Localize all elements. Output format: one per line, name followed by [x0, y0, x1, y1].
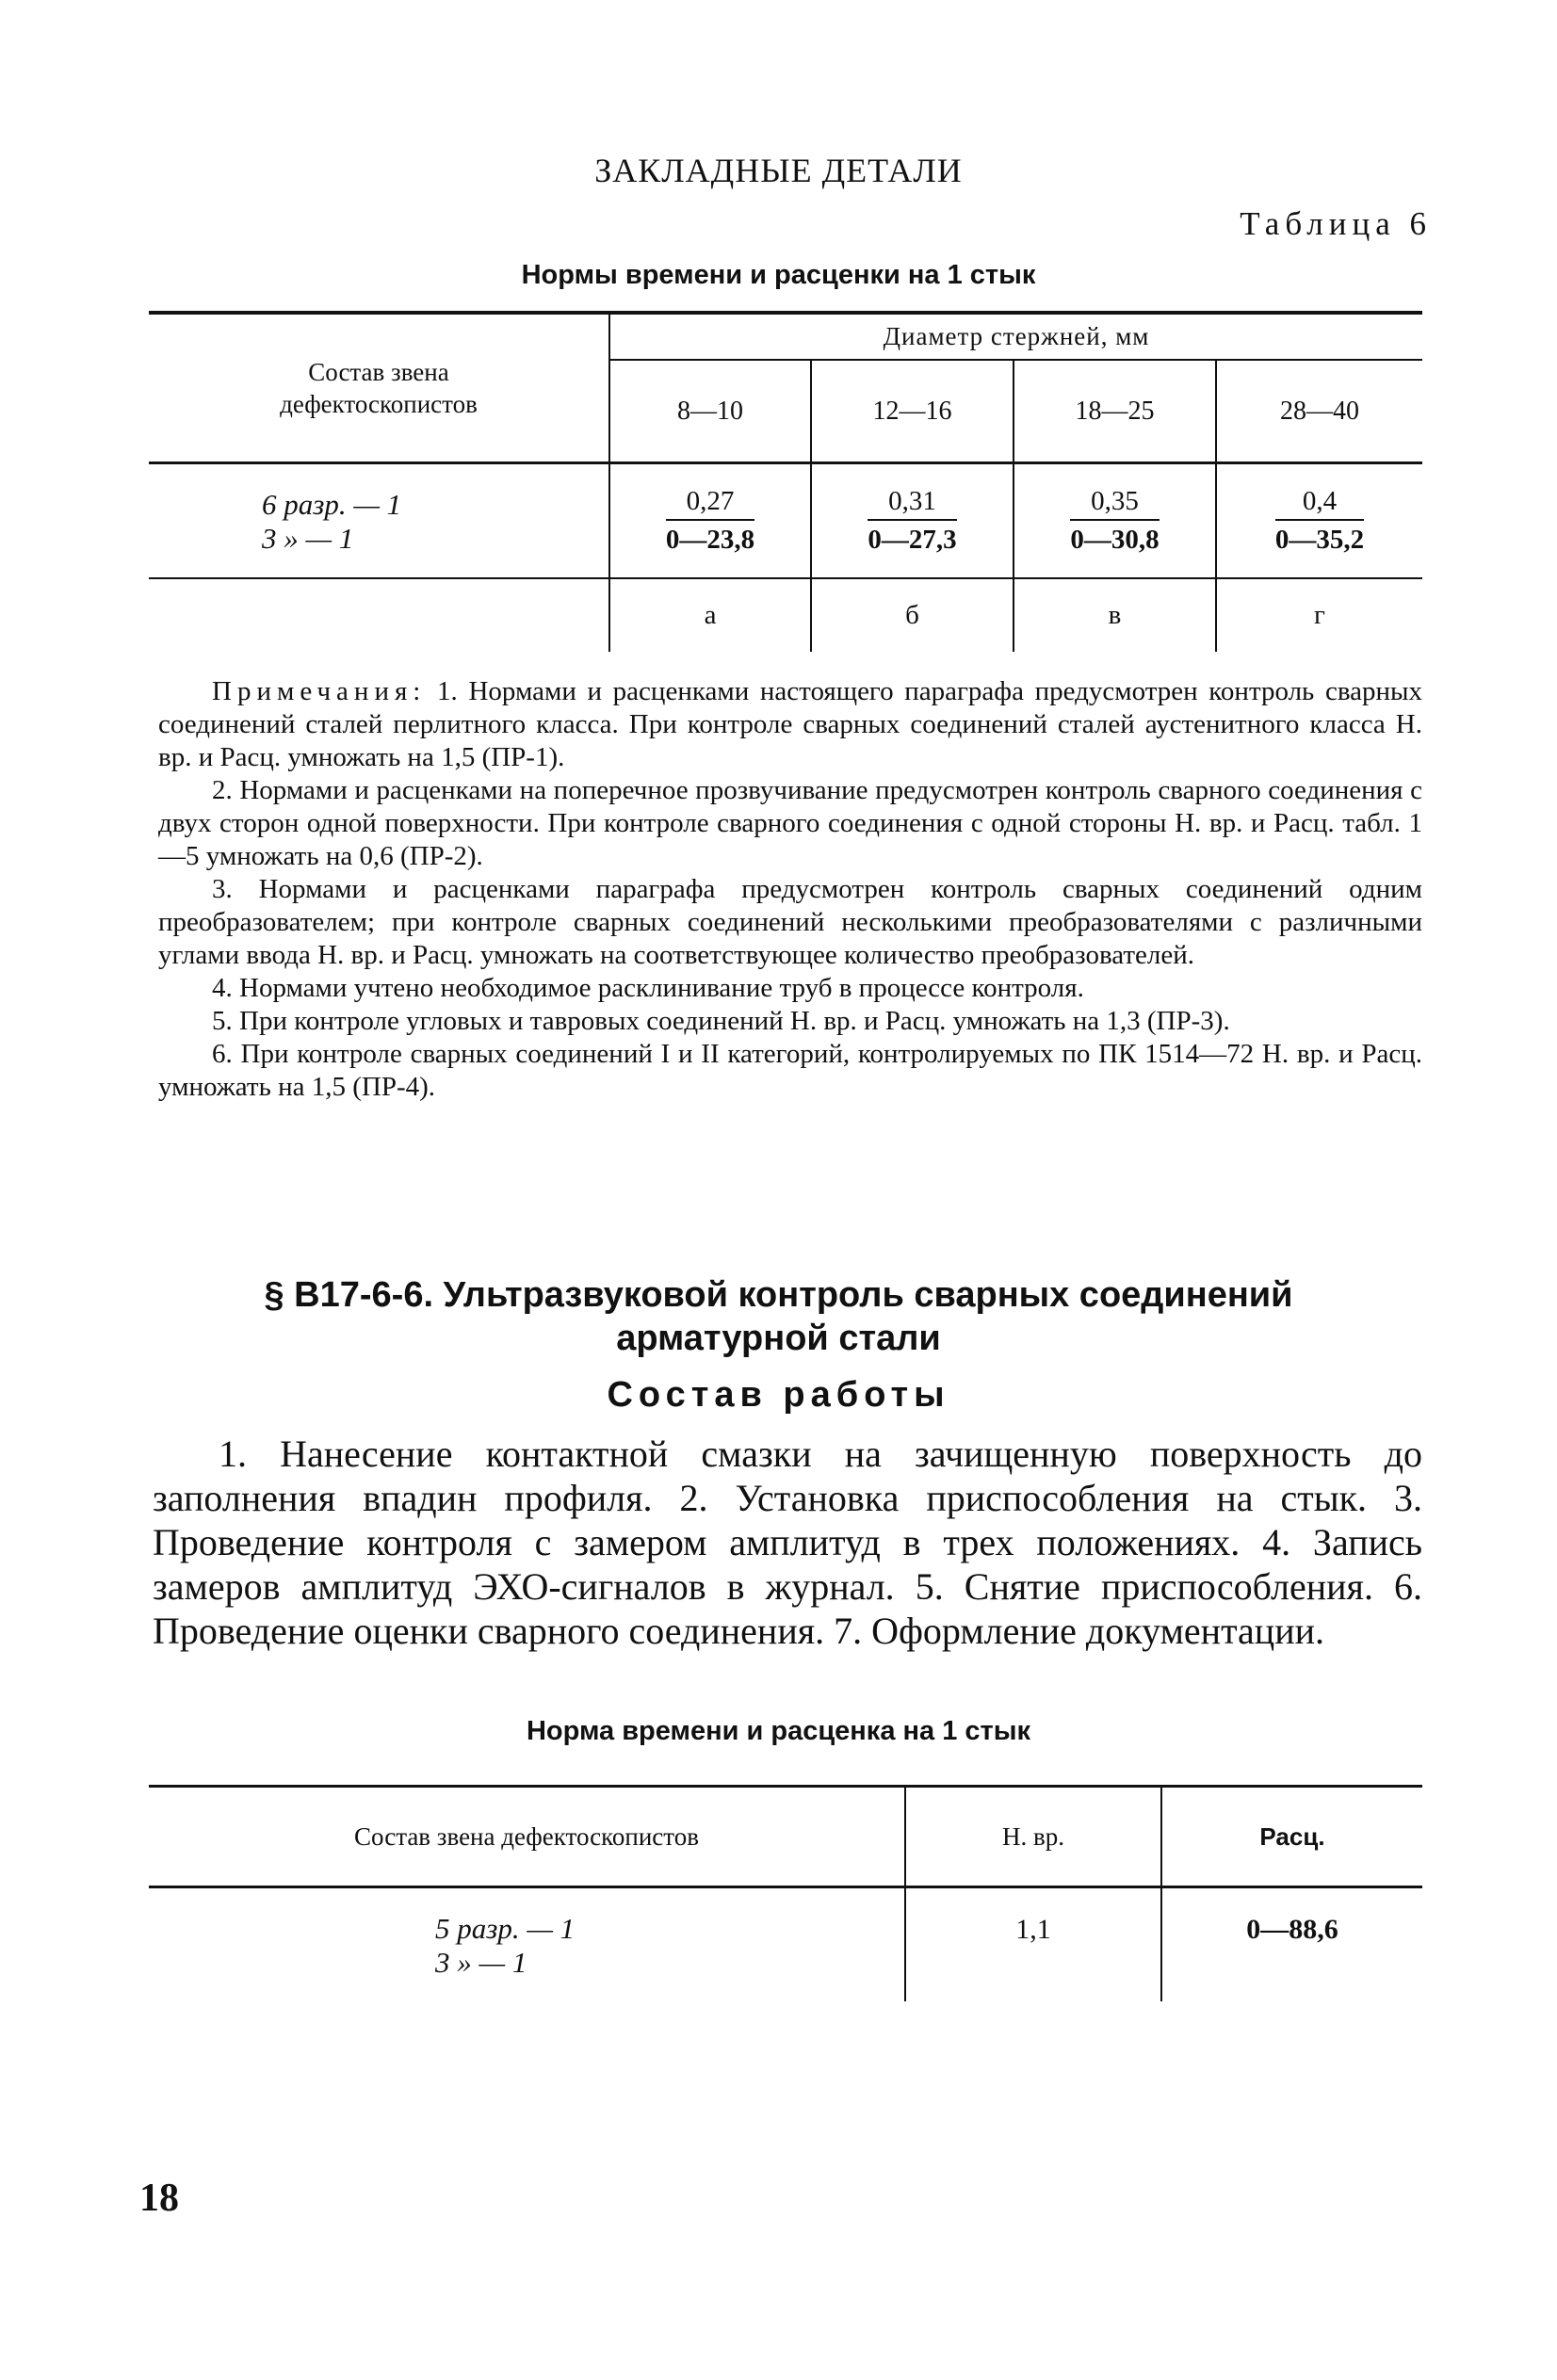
value-cell: [1014, 464, 1215, 577]
crew-header-line1: Состав звена: [308, 358, 449, 386]
table7-header: Состав звена дефектоскопистов: [354, 1821, 699, 1851]
price-value: 0—35,2: [1274, 525, 1365, 555]
notes-block: [158, 675, 1422, 1104]
time-value: 0,4: [1275, 486, 1364, 521]
column-header: 28—40: [1280, 396, 1359, 426]
crew-composition: [435, 1912, 718, 1980]
column-letter: г: [1314, 600, 1325, 630]
crew-line: 6 разр. — 1: [262, 488, 402, 521]
table7-caption: Норма времени и расценка на 1 стык: [526, 1716, 1031, 1746]
work-description: [153, 1432, 1422, 1653]
note-item: 5. При контроле угловых и тавровых соединений Н. вр. и Расц. умножать на 1,3 (ПР-3).: [212, 1006, 1230, 1036]
crew-header-line2: дефектоскопистов: [280, 390, 478, 418]
time-value: 1,1: [1015, 1914, 1051, 1945]
work-text: 1. Нанесение контактной смазки на зачищенную поверхность до заполнения впадин профиля. 2. Установка приспособления на стык. 3. Проведение контроля с замером амплитуд в трех положениях. 4. Запись замеров амплитуд ЭХО-сигналов в журнал. 5. Снятие приспособления. 6. Проведение оценки сварного соединения. 7. Оформление документации.: [153, 1433, 1422, 1652]
value-cell: [812, 464, 1013, 577]
crew-column-header: [149, 315, 608, 461]
crew-composition: [262, 488, 544, 556]
work-heading: Состав работы: [607, 1375, 950, 1415]
column-letter: а: [704, 600, 717, 630]
column-header: 12—16: [872, 396, 952, 426]
section-title-line: § В17-6-6. Ультразвуковой контроль сварных соединений: [264, 1275, 1293, 1315]
crew-line: 3 » — 1: [262, 522, 354, 555]
price-value: 0—27,3: [868, 525, 957, 555]
crew-line: 3 » — 1: [435, 1946, 527, 1979]
diameter-header: Диаметр стержней, мм: [883, 322, 1150, 350]
time-value: 0,35: [1070, 486, 1159, 521]
column-header: 8—10: [677, 396, 743, 426]
crew-line: 5 разр. — 1: [435, 1912, 576, 1945]
notes-label: Примечания:: [212, 676, 427, 706]
table-caption: Нормы времени и расценки на 1 стык: [521, 260, 1036, 290]
column-letter: в: [1108, 600, 1122, 630]
note-item: 2. Нормами и расценками на поперечное прозвучивание предусмотрен контроль сварного соединения с двух сторон одной поверхности. При контроле сварного соединения с одной стороны Н. вр. и Расц. табл. 1—5 умножать на 0,6 (ПР-2).: [158, 775, 1422, 871]
note-item: 6. При контроле сварных соединений I и II категорий, контролируемых по ПК 1514—72 Н. вр. и Расц. умножать на 1,5 (ПР-4).: [158, 1039, 1422, 1102]
section-title: [0, 1273, 1557, 1360]
table7-header: Н. вр.: [1002, 1821, 1064, 1851]
page-number: 18: [139, 2177, 179, 2220]
section-header: ЗАКЛАДНЫЕ ДЕТАЛИ: [594, 152, 963, 189]
time-value: 0,31: [868, 486, 956, 521]
price-value: 0—23,8: [665, 525, 755, 555]
time-value: 0,27: [666, 486, 754, 521]
value-cell: [610, 464, 810, 577]
value-cell: [1217, 464, 1422, 577]
column-header: 18—25: [1075, 396, 1155, 426]
table7-header: Расц.: [1259, 1821, 1325, 1851]
table-label: Таблица 6: [1240, 205, 1432, 242]
price-value: 0—30,8: [1070, 525, 1160, 555]
section-title-line: арматурной стали: [616, 1319, 941, 1358]
note-item: 3. Нормами и расценками параграфа предусмотрен контроль сварных соединений одним преобразователем; при контроле сварных соединений несколькими преобразователями с различными углами ввода Н. вр. и Расц. умножать на соответствующее количество преобразователей.: [158, 874, 1422, 970]
note-item: 4. Нормами учтено необходимое расклинивание труб в процессе контроля.: [212, 973, 1084, 1003]
price-value: 0—88,6: [1246, 1914, 1338, 1945]
note-item: 1. Нормами и расценками настоящего параграфа предусмотрен контроль сварных соединений сталей перлитного класса. При контроле сварных соединений сталей аустенитного класса Н. вр. и Расц. умножать на 1,5 (ПР-1).: [158, 676, 1423, 772]
column-letter: б: [905, 600, 919, 630]
